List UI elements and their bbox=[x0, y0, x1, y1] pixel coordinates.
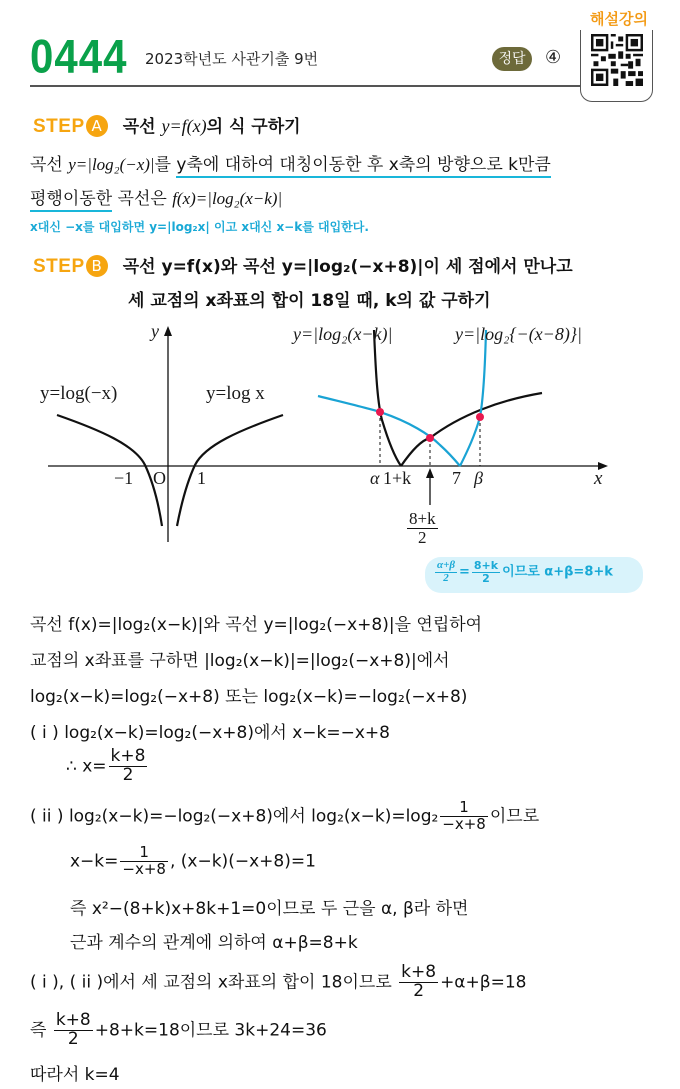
hint-bubble: $\frac{\alpha+\beta}{2}$ = $\frac{8+k}{2}$ 이므로 α+β=8+k bbox=[425, 557, 643, 593]
case2-label: ( ii ) bbox=[30, 806, 64, 827]
step-b-title-line1: 곡선 y=f(x)와 곡선 y=|log₂(−x+8)|이 세 점에서 만나고 bbox=[122, 257, 573, 277]
curve-label-black: y=|log₂(x−k)| bbox=[293, 324, 393, 344]
qr-code-icon bbox=[591, 34, 643, 86]
problem-source: 2023학년도 사관기출 9번 bbox=[145, 50, 319, 68]
midpoint-label: $\frac{8+k}{2}$ bbox=[409, 509, 436, 547]
step-a-title-math: y=f(x) bbox=[161, 116, 207, 136]
tick-alpha: α bbox=[370, 468, 380, 488]
case2-line4: 근과 계수의 관계에 의하여 α+β=8+k bbox=[70, 933, 358, 953]
problem-number: 0444 bbox=[30, 30, 128, 83]
step-a-line2: 평행이동한 곡선은 f(x)=|log₂(x−k)| bbox=[30, 184, 282, 209]
step-b-heading bbox=[33, 252, 573, 278]
underlined-phrase: y축에 대하여 대칭이동한 후 x축의 방향으로 k만큼 bbox=[176, 155, 550, 178]
step-b-letter: B bbox=[86, 255, 108, 277]
tick-neg-one: −1 bbox=[114, 468, 134, 488]
case1-line: ( i ) log₂(x−k)=log₂(−x+8)에서 x−k=−x+8 bbox=[30, 723, 390, 743]
solution-line3: log₂(x−k)=log₂(−x+8) 또는 log₂(x−k)=−log₂(−x+8) bbox=[30, 687, 468, 707]
x-axis-label: x bbox=[594, 468, 603, 489]
curve-label-log-x: y=log x bbox=[206, 383, 265, 404]
sum-line: ( i ), ( ii )에서 세 교점의 x좌표의 합이 18이므로 $\frac{k+8}{2}$ +α+β=18 bbox=[30, 962, 527, 1001]
tick-origin: O bbox=[153, 468, 166, 488]
curve-label-blue: y=|log₂{−(x−8)}| bbox=[455, 324, 582, 344]
case2-line3: 즉 x²−(8+k)x+8k+1=0이므로 두 근을 α, β라 하면 bbox=[70, 899, 469, 919]
answer-value: ④ bbox=[545, 47, 562, 68]
step-a-line1: 곡선 y=|log₂(−x)|를 y축에 대하여 대칭이동한 후 x축의 방향으로 k만큼 bbox=[30, 150, 551, 175]
qr-code-card[interactable] bbox=[580, 30, 653, 102]
graph-log-reflection bbox=[40, 320, 300, 550]
header-divider bbox=[30, 85, 585, 87]
intersection-alpha bbox=[376, 408, 384, 416]
video-lecture-label: 해설강의 bbox=[590, 10, 648, 28]
tick-beta: β bbox=[474, 468, 483, 488]
solution-line1: 곡선 f(x)=|log₂(x−k)|와 곡선 y=|log₂(−x+8)|을 연립하여 bbox=[30, 615, 483, 635]
graph-intersections bbox=[300, 320, 620, 550]
answer-badge: 정답 bbox=[492, 47, 532, 71]
case2-line: ( ii ) log₂(x−k)=−log₂(−x+8)에서 log₂(x−k)=log₂ $\frac{1}{-x+8}$ 이므로 bbox=[30, 798, 540, 833]
case1-result: ∴ x= $\frac{k+8}{2}$ bbox=[66, 746, 146, 785]
intersection-beta bbox=[476, 413, 484, 421]
step-a-note: x대신 −x를 대입하면 y=|log₂x| 이고 x대신 x−k를 대입한다. bbox=[30, 220, 369, 234]
case2-line2: x−k= $\frac{1}{-x+8}$ , (x−k)(−x+8)=1 bbox=[70, 843, 316, 878]
tick-seven: 7 bbox=[452, 468, 461, 488]
step-b-tag: STEP bbox=[33, 256, 85, 277]
tick-one-plus-k: 1+k bbox=[383, 468, 412, 488]
curve-label-log-neg-x: y=log(−x) bbox=[40, 383, 118, 404]
step-a-heading bbox=[33, 112, 301, 138]
step-a-title-post: 의 식 구하기 bbox=[206, 117, 301, 137]
step-b-title-line2: 세 교점의 x좌표의 합이 18일 때, k의 값 구하기 bbox=[128, 291, 491, 311]
equation-line: 즉 $\frac{k+8}{2}$ +8+k=18이므로 3k+24=36 bbox=[30, 1010, 327, 1049]
step-a-tag: STEP bbox=[33, 116, 85, 137]
y-axis-label: y bbox=[151, 321, 159, 341]
intersection-middle bbox=[426, 434, 434, 442]
tick-one: 1 bbox=[197, 468, 206, 488]
final-answer: 따라서 k=4 bbox=[30, 1065, 120, 1085]
step-a-title-pre: 곡선 bbox=[122, 117, 162, 137]
step-a-letter: A bbox=[86, 115, 108, 137]
case1-label: ( i ) bbox=[30, 723, 59, 743]
solution-line2: 교점의 x좌표를 구하면 |log₂(x−k)|=|log₂(−x+8)|에서 bbox=[30, 651, 450, 671]
